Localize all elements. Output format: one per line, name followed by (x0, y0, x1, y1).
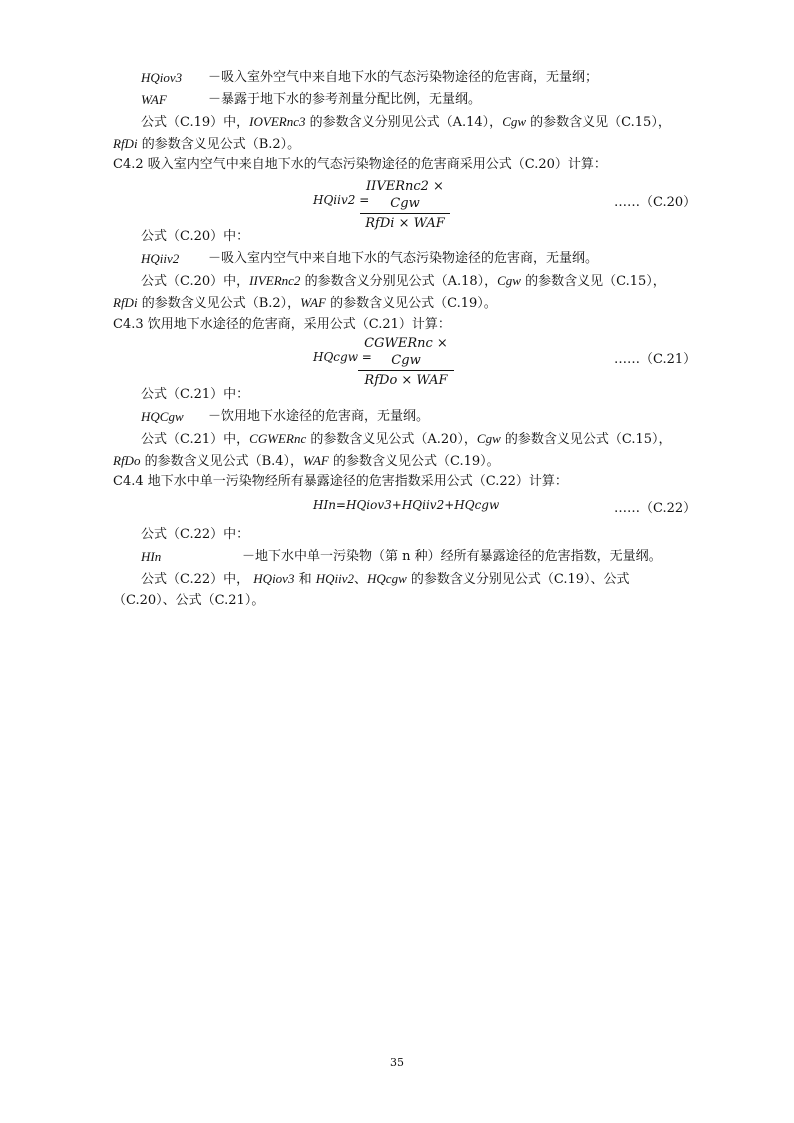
paragraph-c22-line1 (141, 570, 630, 589)
paragraph-c21-line2 (113, 452, 500, 471)
symbol-rfdo: RfDo (113, 453, 141, 468)
text-segment: 、 (354, 572, 368, 587)
formula-c21-lhs: HQcgw = (313, 350, 372, 364)
symbol-iiverc2: IIVERnc2 (249, 273, 301, 288)
definition-hqiov3 (141, 69, 182, 88)
symbol-waf: WAF (303, 453, 329, 468)
definition-waf (141, 91, 167, 110)
text-segment: 的参数含义见公式（B.2）。 (137, 137, 301, 152)
section-c4-4: C4.4 地下水中单一污染物经所有暴露途径的危害指数采用公式（C.22）计算： (113, 474, 568, 489)
symbol-rfdi: RfDi (113, 295, 138, 310)
definition-hqiiv2-text: －吸入室内空气中来自地下水的气态污染物途径的危害商，无量纲。 (208, 251, 599, 266)
formula-c20-lhs: HQiiv2 = (313, 193, 370, 207)
formula-c22: HIn=HQiov3+HQiiv2+HQcgw (313, 498, 500, 512)
text-segment: 公式（C.22）中， (141, 572, 254, 587)
symbol-hqiov3: HQiov3 (141, 70, 183, 85)
symbol-cgw: Cgw (502, 114, 527, 129)
paragraph-c19-line2 (113, 135, 300, 154)
formula-c21-denominator: RfDo × WAF (364, 373, 448, 388)
text-segment: 公式（C.21）中， (141, 432, 250, 447)
section-c4-2: C4.2 吸入室内空气中来自地下水的气态污染物途径的危害商采用公式（C.20）计算： (113, 157, 607, 172)
symbol-waf: WAF (300, 295, 326, 310)
paragraph-c20-line2 (113, 294, 497, 313)
symbol-cgw: Cgw (476, 431, 501, 446)
text-segment: 的参数含义见公式（C.15）， (500, 432, 672, 447)
fraction-bar (358, 370, 454, 371)
definition-hqcgw (141, 408, 184, 427)
symbol-cgw: Cgw (497, 273, 521, 288)
text-segment: 的参数含义见（C.15）， (526, 115, 671, 130)
fraction-bar (360, 213, 450, 214)
text-segment: 的参数含义见公式（B.4）， (140, 454, 304, 469)
symbol-hqcgw: HQcgw (367, 571, 407, 586)
paragraph-c20-line1 (141, 272, 666, 291)
section-c4-3: C4.3 饮用地下水途径的危害商，采用公式（C.21）计算： (113, 317, 451, 332)
text-segment: 的参数含义见公式（C.19）。 (328, 454, 500, 469)
formula-c21-fraction (358, 335, 454, 389)
text-segment: 的参数含义见公式（C.19）。 (325, 296, 497, 311)
text-segment: 的参数含义分别见公式（C.19）、公式 (406, 572, 630, 587)
text-segment: 的参数含义见公式（A.20）， (306, 432, 477, 447)
symbol-waf: WAF (141, 92, 167, 107)
paragraph-c21-line1 (141, 430, 672, 449)
formula-c21-number: ……（C.21） (614, 352, 697, 367)
text-segment: 的参数含义分别见公式（A.18）， (300, 274, 498, 289)
text-segment: 公式（C.19）中， (141, 115, 250, 130)
formula-c20-numerator: IIVERnc2 × Cgw (366, 179, 444, 211)
symbol-rfdi: RfDi (113, 136, 138, 151)
symbol-ioverc3: IOVERnc3 (249, 114, 306, 129)
symbol-hqiiv2: HQiiv2 (141, 251, 180, 266)
formula-c20-fraction (360, 178, 450, 232)
definition-waf-text: －暴露于地下水的参考剂量分配比例，无量纲。 (208, 92, 482, 107)
text-segment: 的参数含义见公式（B.2）， (137, 296, 301, 311)
text-segment: 和 (294, 572, 316, 587)
paragraph-c19-line1 (141, 113, 671, 132)
symbol-hqiov3: HQiov3 (253, 571, 295, 586)
definition-hqiov3-text: －吸入室外空气中来自地下水的气态污染物途径的危害商，无量纲； (208, 70, 599, 85)
formula-c22-number: ……（C.22） (614, 501, 697, 516)
symbol-cgwernc: CGWERnc (249, 431, 307, 446)
symbol-hqcgw: HQCgw (141, 409, 184, 424)
symbol-hin: HIn (141, 549, 162, 564)
page-number: 35 (390, 1056, 404, 1069)
paragraph-c22-intro: 公式（C.22）中： (141, 527, 250, 542)
formula-c20-number: ……（C.20） (614, 195, 697, 210)
paragraph-c22-line2: （C.20）、公式（C.21）。 (113, 593, 265, 608)
text-segment: 的参数含义分别见公式（A.14）， (305, 115, 503, 130)
definition-hqiiv2 (141, 250, 179, 269)
text-segment: 公式（C.20）中， (141, 274, 250, 289)
definition-hin-text: －地下水中单一污染物（第 n 种）经所有暴露途径的危害指数，无量纲。 (242, 549, 662, 564)
text-segment: 的参数含义见（C.15）， (520, 274, 666, 289)
symbol-hqiiv2: HQiiv2 (315, 571, 355, 586)
formula-c21-numerator: CGWERnc × Cgw (364, 336, 448, 368)
paragraph-c20-intro: 公式（C.20）中： (141, 229, 250, 244)
definition-hqcgw-text: －饮用地下水途径的危害商，无量纲。 (208, 409, 430, 424)
formula-c20-denominator: RfDi × WAF (365, 216, 445, 231)
paragraph-c21-intro: 公式（C.21）中： (141, 387, 250, 402)
definition-hin (141, 548, 161, 567)
